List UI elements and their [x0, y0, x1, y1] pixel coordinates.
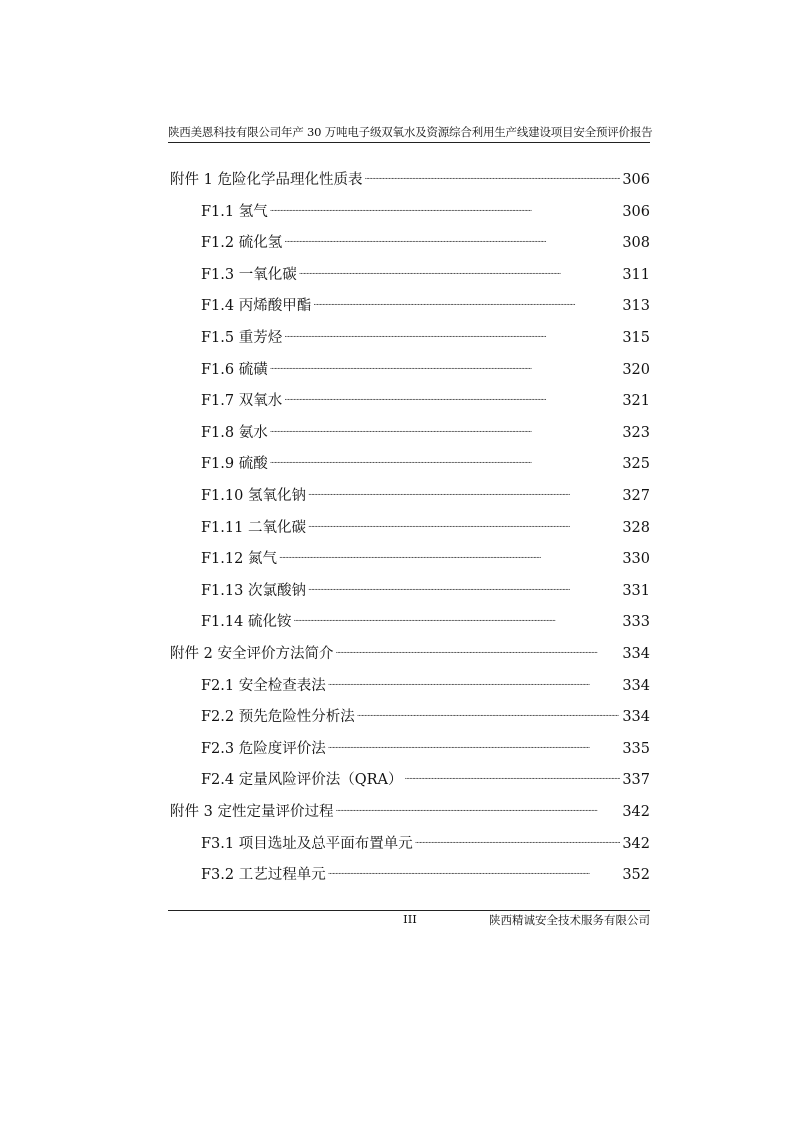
toc-dot-leader — [270, 415, 621, 437]
toc-subsection-entry[interactable] — [201, 288, 650, 315]
toc-entry-page-number: 342 — [622, 804, 650, 820]
toc-entry-label: F1.5 重芳烃 — [201, 330, 283, 346]
toc-entry-label: F3.2 工艺过程单元 — [201, 867, 326, 884]
footer-company: 陕西精诚安全技术服务有限公司 — [489, 913, 650, 927]
toc-dot-leader — [328, 857, 621, 879]
toc-entry-label: F1.7 双氧水 — [201, 393, 283, 410]
toc-entry-label: F1.3 一氧化碳 — [201, 266, 297, 283]
toc-subsection-entry[interactable] — [201, 731, 650, 757]
toc-dot-leader — [335, 636, 620, 658]
toc-dot-leader — [328, 731, 621, 753]
toc-dot-leader — [364, 162, 620, 184]
toc-dot-leader — [405, 762, 621, 784]
toc-dot-leader — [270, 194, 621, 216]
toc-entry-label: 附件 1 危险化学品理化性质表 — [170, 172, 363, 188]
toc-entry-label: F1.9 硫酸 — [201, 456, 268, 473]
toc-subsection-entry[interactable] — [201, 446, 650, 473]
toc-entry-label: F1.8 氨水 — [201, 424, 268, 441]
toc-entry-page-number: 334 — [622, 677, 650, 694]
toc-entry-page-number: 334 — [622, 646, 650, 662]
toc-dot-leader — [335, 794, 620, 816]
toc-dot-leader — [415, 826, 621, 848]
toc-subsection-entry[interactable] — [201, 510, 650, 536]
toc-entry-page-number: 328 — [622, 519, 650, 536]
toc-subsection-entry[interactable] — [201, 383, 650, 410]
toc-entry-page-number: 321 — [622, 393, 650, 410]
toc-entry-page-number: 327 — [622, 488, 650, 504]
toc-entry-label: 附件 3 定性定量评价过程 — [170, 804, 334, 820]
toc-entry-page-number: 333 — [622, 614, 650, 631]
toc-entry-page-number: 306 — [622, 172, 650, 188]
toc-entry-label: F1.13 次氯酸钠 — [201, 582, 306, 599]
toc-entry-page-number: 331 — [622, 582, 650, 599]
toc-entry-label: F1.11 二氧化碳 — [201, 519, 306, 536]
toc-dot-leader — [293, 604, 620, 626]
toc-entry-label: F1.4 丙烯酸甲酯 — [201, 298, 312, 315]
toc-dot-leader — [357, 699, 621, 721]
toc-entry-page-number: 311 — [622, 266, 650, 283]
toc-entry-page-number: 315 — [622, 330, 650, 346]
toc-entry-label: F1.2 硫化氢 — [201, 235, 283, 252]
toc-dot-leader — [308, 478, 620, 500]
toc-section-entry[interactable] — [170, 636, 650, 662]
toc-subsection-entry[interactable] — [201, 320, 650, 346]
toc-entry-label: F2.3 危险度评价法 — [201, 740, 326, 757]
toc-dot-leader — [299, 257, 621, 279]
toc-subsection-entry[interactable] — [201, 352, 650, 378]
toc-subsection-entry[interactable] — [201, 225, 650, 252]
toc-subsection-entry[interactable] — [201, 541, 650, 568]
toc-entry-page-number: 323 — [622, 424, 650, 441]
toc-entry-label: F1.10 氢氧化钠 — [201, 488, 306, 504]
toc-entry-label: F1.1 氢气 — [201, 203, 268, 220]
toc-entry-label: F2.2 预先危险性分析法 — [201, 709, 355, 726]
toc-entry-label: F1.6 硫磺 — [201, 361, 268, 378]
toc-dot-leader — [328, 668, 621, 690]
toc-subsection-entry[interactable] — [201, 478, 650, 504]
toc-dot-leader — [270, 352, 621, 374]
toc-subsection-entry[interactable] — [201, 826, 650, 852]
toc-entry-page-number: 335 — [622, 740, 650, 757]
page-header: 陕西美恩科技有限公司年产 30 万吨电子级双氧水及资源综合利用生产线建设项目安全预评价报告 — [168, 125, 653, 139]
toc-subsection-entry[interactable] — [201, 415, 650, 441]
toc-entry-label: F1.14 硫化铵 — [201, 614, 292, 631]
toc-dot-leader — [284, 225, 620, 247]
toc-dot-leader — [308, 510, 620, 532]
toc-entry-page-number: 306 — [622, 203, 650, 220]
toc-entry-label: F1.12 氮气 — [201, 551, 277, 568]
toc-section-entry[interactable] — [170, 162, 650, 188]
toc-section-entry[interactable] — [170, 794, 650, 820]
footer-rule — [168, 910, 650, 911]
toc-entry-label: F2.4 定量风险评价法（QRA） — [201, 772, 403, 789]
toc-dot-leader — [313, 288, 620, 310]
toc-entry-page-number: 325 — [622, 456, 650, 473]
toc-subsection-entry[interactable] — [201, 573, 650, 599]
toc-subsection-entry[interactable] — [201, 699, 650, 726]
toc-dot-leader — [284, 383, 620, 405]
toc-subsection-entry[interactable] — [201, 857, 650, 884]
toc-entry-page-number: 330 — [622, 551, 650, 568]
toc-entry-page-number: 334 — [622, 709, 650, 726]
toc-dot-leader — [270, 446, 621, 468]
toc-entry-label: 附件 2 安全评价方法简介 — [170, 646, 334, 662]
toc-subsection-entry[interactable] — [201, 604, 650, 631]
toc-entry-page-number: 313 — [622, 298, 650, 315]
toc-entry-page-number: 308 — [622, 235, 650, 252]
footer-page-number: III — [403, 912, 417, 926]
toc-dot-leader — [279, 541, 620, 563]
toc-dot-leader — [308, 573, 620, 595]
toc-entry-page-number: 342 — [622, 835, 650, 852]
toc-entry-label: F3.1 项目选址及总平面布置单元 — [201, 835, 413, 852]
toc-subsection-entry[interactable] — [201, 668, 650, 694]
toc-entry-label: F2.1 安全检查表法 — [201, 677, 326, 694]
toc-dot-leader — [284, 320, 620, 342]
toc-entry-page-number: 352 — [622, 867, 650, 884]
toc-subsection-entry[interactable] — [201, 762, 650, 789]
toc-subsection-entry[interactable] — [201, 194, 650, 220]
toc-entry-page-number: 337 — [622, 772, 650, 789]
toc-subsection-entry[interactable] — [201, 257, 650, 283]
toc-entry-page-number: 320 — [622, 361, 650, 378]
